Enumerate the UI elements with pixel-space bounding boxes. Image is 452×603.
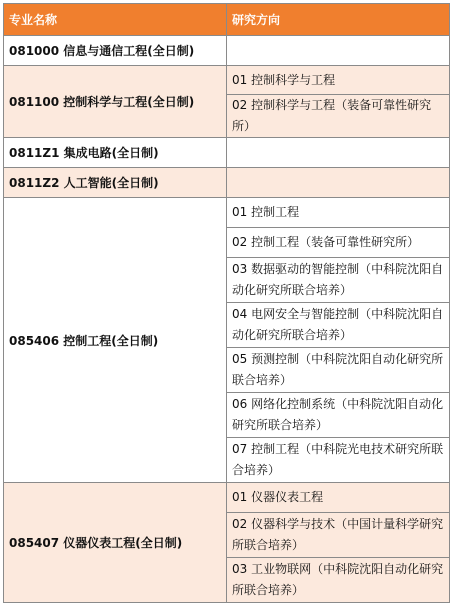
direction-cell: 03 工业物联网（中科院沈阳自动化研究所联合培养）: [227, 558, 450, 603]
direction-cell: 06 网络化控制系统（中科院沈阳自动化研究所联合培养）: [227, 393, 450, 438]
direction-cell-empty: [227, 36, 450, 66]
direction-cell: 01 控制科学与工程: [227, 66, 450, 95]
direction-cell: 01 仪器仪表工程: [227, 483, 450, 513]
major-name: 085406 控制工程(全日制): [4, 198, 227, 483]
direction-cell: 02 控制工程（装备可靠性研究所）: [227, 228, 450, 258]
direction-cell-empty: [227, 168, 450, 198]
direction-cell: 01 控制工程: [227, 198, 450, 228]
major-column-header: 专业名称: [4, 4, 227, 36]
table-row: [4, 198, 450, 228]
program-table: [3, 3, 450, 603]
table-header-row: [4, 4, 450, 36]
major-name: 0811Z1 集成电路(全日制): [4, 138, 227, 168]
direction-column-header: 研究方向: [227, 4, 450, 36]
major-name: 0811Z2 人工智能(全日制): [4, 168, 227, 198]
table-row: [4, 66, 450, 95]
table-row: [4, 483, 450, 513]
direction-cell: 02 控制科学与工程（装备可靠性研究所）: [227, 95, 450, 138]
major-name: 081100 控制科学与工程(全日制): [4, 66, 227, 138]
direction-cell: 02 仪器科学与技术（中国计量科学研究所联合培养）: [227, 513, 450, 558]
table-row: [4, 168, 450, 198]
table-row: [4, 36, 450, 66]
direction-cell-empty: [227, 138, 450, 168]
major-name: 081000 信息与通信工程(全日制): [4, 36, 227, 66]
table-row: [4, 138, 450, 168]
direction-cell: 03 数据驱动的智能控制（中科院沈阳自动化研究所联合培养）: [227, 258, 450, 303]
direction-cell: 04 电网安全与智能控制（中科院沈阳自动化研究所联合培养）: [227, 303, 450, 348]
direction-cell: 05 预测控制（中科院沈阳自动化研究所联合培养）: [227, 348, 450, 393]
major-name: 085407 仪器仪表工程(全日制): [4, 483, 227, 603]
direction-cell: 07 控制工程（中科院光电技术研究所联合培养）: [227, 438, 450, 483]
